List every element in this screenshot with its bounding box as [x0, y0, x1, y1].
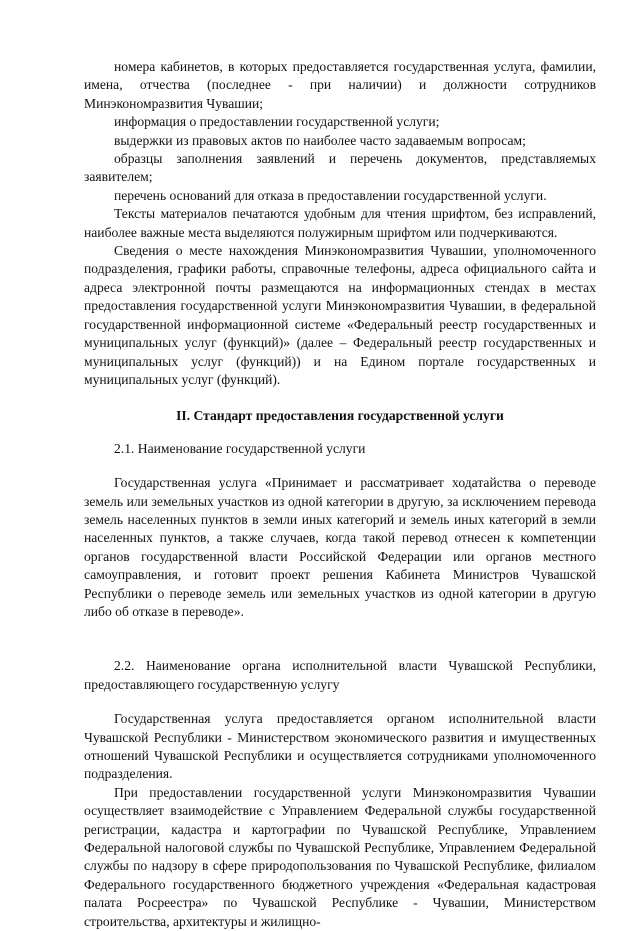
- subsection-title-service-name: 2.1. Наименование государственной услуги: [114, 440, 366, 456]
- paragraph-service-name: Государственная услуга «Принимает и рассматривает ходатайства о переводе земель или земельных участков из одной категории в другую, за исключением перевода земель населенных пунктов в земли иных категорий и земель иных категорий в земли населенных пунктов, а также случаев, когда такой перевод отнесен к компетенции органов государственной власти Российской Федерации или органов местного самоуправления, и готовит проект решения Кабинета Министров Чувашской Республики о переводе земель или земельных участков из одной категории в другую либо об отказе в переводе».: [84, 475, 596, 619]
- paragraph-service-info: информация о предоставлении государственной услуги;: [114, 114, 440, 130]
- paragraph-location-info: Сведения о месте нахождения Минэкономразвития Чувашии, уполномоченного подразделения, графики работы, справочные телефоны, адреса официального сайта и адреса электронной почты размещаются на информационных стендах в местах предоставления государственной услуги Минэкономразвития Чувашии, в федеральной государственной информационной системе «Федеральный реестр государственных и муниципальных услуг (функций)» (далее – Федеральный реестр государственных и муниципальных услуг (функций)) и на Едином портале государственных и муниципальных услуг (функций).: [84, 243, 596, 387]
- section-title: II. Стандарт предоставления государственной услуги: [176, 408, 504, 424]
- paragraph-text-formatting: Тексты материалов печатаются удобным для чтения шрифтом, без исправлений, наиболее важные места выделяются полужирным шрифтом или подчеркиваются.: [84, 206, 596, 240]
- paragraph-legal-extracts: выдержки из правовых актов по наиболее часто задаваемым вопросам;: [114, 132, 526, 148]
- paragraph-interaction: При предоставлении государственной услуги Минэкономразвития Чувашии осуществляет взаимодействие с Управлением Федеральной службы государственной регистрации, кадастра и картографии по Чувашской Республике, Управлением Федеральной налоговой службы по Чувашской Республике, Управлением Федеральной службы по надзору в сфере природопользования по Чувашской Республике, филиалом Федерального государственного бюджетного учреждения «Федеральная кадастровая палата Росреестра» по Чувашской Республике - Чувашии, Министерством строительства, архитектуры и жилищно-: [84, 784, 596, 929]
- paragraph-refusal-grounds: перечень оснований для отказа в предоставлении государственной услуги.: [114, 187, 547, 203]
- subsection-title-executive-body: 2.2. Наименование органа исполнительной власти Чувашской Республики, предоставляющего государственную услугу: [84, 658, 596, 692]
- paragraph-sample-forms: образцы заполнения заявлений и перечень документов, представляемых заявителем;: [84, 151, 596, 185]
- document-page: [84, 58, 596, 931]
- paragraph-office-rooms: номера кабинетов, в которых предоставляется государственная услуга, фамилии, имена, отчества (последнее - при наличии) и должности сотрудников Минэкономразвития Чувашии;: [84, 59, 596, 111]
- paragraph-executive-body: Государственная услуга предоставляется органом исполнительной власти Чувашской Республики - Министерством экономического развития и имущественных отношений Чувашской Республики и осуществляется сотрудниками уполномоченного подразделения.: [84, 711, 596, 782]
